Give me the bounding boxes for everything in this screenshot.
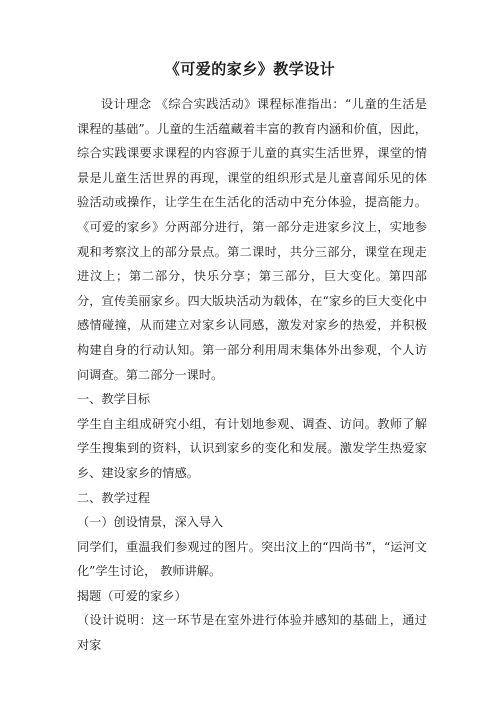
subheading-intro: （一）创设情景，深入导入	[77, 515, 224, 530]
document-title: 《可爱的家乡》教学设计	[164, 60, 336, 78]
paragraph-design-concept: 设计理念 《综合实践活动》课程标准指出：“儿童的生活是课程的基础”。儿童的生活蕴藏着丰富的教育内涵和价值，因此，综合实践课要求课程的内容源于儿童的真实生活世界，课堂的情景是儿童生活世界的再现，课堂的组织形式是儿童喜闻乐见的体验活动或操作，让学生在生活化的活动中充分体验，提高能力。《可爱的家乡》分两部分进行，第一部分走进家乡汶上，实地参观和考察汶上的部分景点。第二课时，共分三部分，课堂在现走进汶上；第二部分，快乐分享；第三部分，巨大变化。第四部分，宣传美丽家乡。四大版块活动为载体，在“家乡的巨大变化中感情碰撞，从而建立对家乡认同感，激发对家乡的热爱，并积极构建自身的行动认知。第一部分利用周末集体外出参观，个人访问调查。第二部分一课时。	[77, 97, 427, 382]
paragraph-topic: 揭题（可爱的家乡）	[77, 588, 187, 603]
paragraph-teaching-goals: 学生自主组成研究小组，有计划地参观、调查、访问。教师了解学生搜集到的资料，认识到家乡的变化和发展。激发学生热爱家乡、建设家乡的情感。	[77, 416, 427, 480]
heading-teaching-goals: 一、教学目标	[77, 392, 151, 407]
document-body	[77, 92, 427, 658]
paragraph-design-note: （设计说明：这一环节是在室外进行体验并感知的基础上，通过对家	[77, 613, 427, 653]
heading-teaching-process: 二、教学过程	[77, 490, 151, 505]
paragraph-intro: 同学们，重温我们参观过的图片。突出汶上的“四尚书”，“运河文化”学生讨论， 教师讲解。	[77, 539, 427, 579]
